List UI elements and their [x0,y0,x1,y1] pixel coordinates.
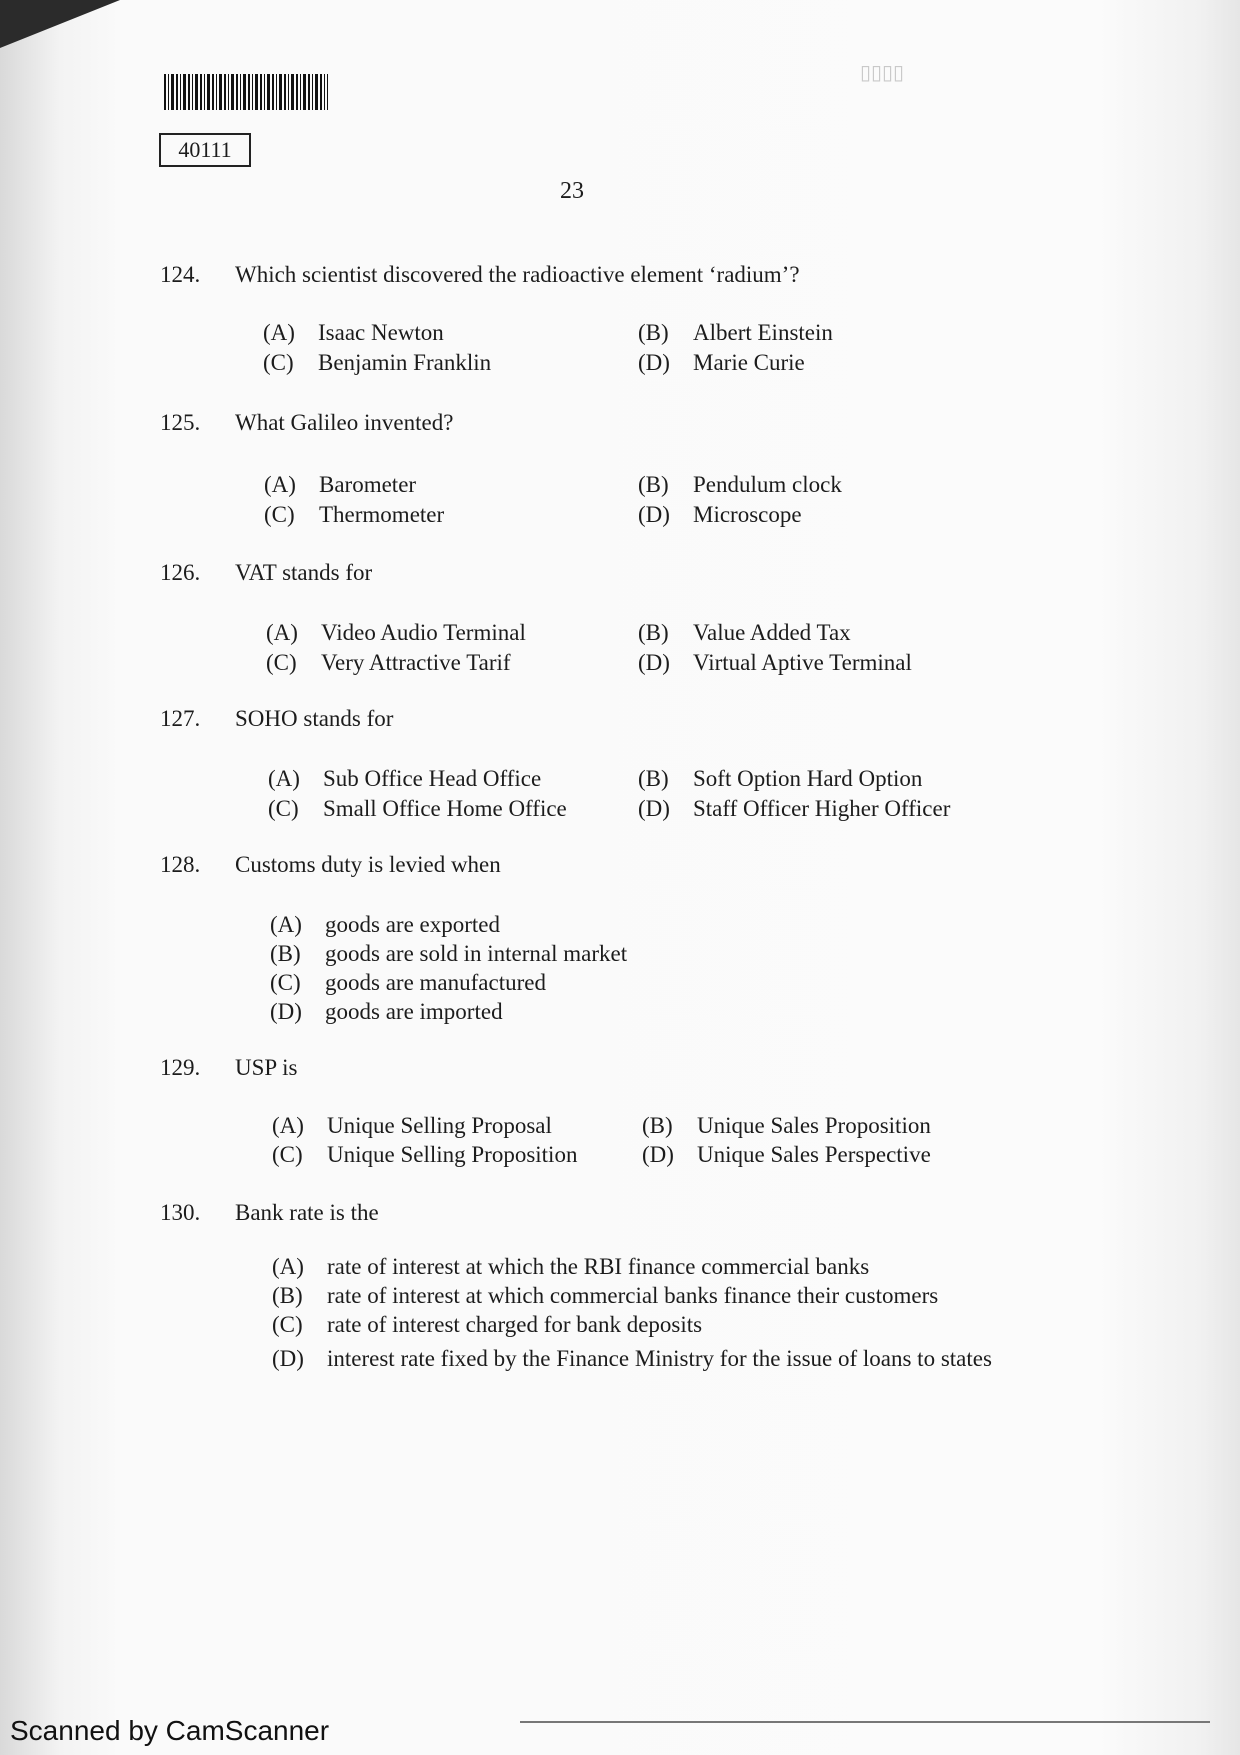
question-126 [160,560,1060,675]
option-a: (A) goods are exported [270,912,500,937]
option-a: (A) Unique Selling Proposal [272,1113,552,1138]
option-b: (B) Unique Sales Proposition [642,1113,931,1138]
option-a: (A) Video Audio Terminal [266,620,526,645]
option-b: (B) Soft Option Hard Option [638,766,923,791]
page-corner-fold [0,0,120,48]
option-c: (C) Thermometer [264,502,445,527]
bleed-through: ▯▯▯▯ [860,62,905,84]
option-b: (B) rate of interest at which commercial banks finance their customers [272,1283,939,1308]
option-d: (D) goods are imported [270,999,503,1024]
question-number: 128. [160,852,201,877]
option-d: (D) Marie Curie [638,350,805,375]
option-c: (C) Benjamin Franklin [263,350,492,375]
question-text: What Galileo invented? [235,410,454,435]
option-a: (A) Isaac Newton [263,320,444,345]
option-d: (D) interest rate fixed by the Finance Ministry for the issue of loans to states [272,1346,992,1371]
option-c: (C) goods are manufactured [270,970,546,995]
scan-edge-line [520,1721,1210,1723]
question-127 [160,706,1060,821]
question-125 [160,410,1060,527]
option-a: (A) Sub Office Head Office [268,766,542,791]
question-text: Bank rate is the [235,1200,379,1225]
option-c: (C) Small Office Home Office [268,796,567,821]
question-number: 130. [160,1200,201,1225]
option-d: (D) Unique Sales Perspective [642,1142,931,1167]
option-b: (B) Pendulum clock [638,472,842,497]
question-124 [160,262,1060,375]
option-a: (A) Barometer [264,472,417,497]
question-number: 124. [160,262,201,287]
option-d: (D) Staff Officer Higher Officer [638,796,951,821]
paper-code: 40111 [159,133,251,167]
question-text: Which scientist discovered the radioactive element ‘radium’? [235,262,800,287]
option-c: (C) Very Attractive Tarif [266,650,511,675]
option-a: (A) rate of interest at which the RBI finance commercial banks [272,1254,870,1279]
barcode-icon [164,74,328,110]
question-number: 125. [160,410,201,435]
scanner-watermark: Scanned by CamScanner [10,1715,330,1746]
option-d: (D) Microscope [638,502,802,527]
option-b: (B) goods are sold in internal market [270,941,628,966]
option-c: (C) rate of interest charged for bank deposits [272,1312,703,1337]
question-number: 127. [160,706,201,731]
question-number: 129. [160,1055,201,1080]
option-b: (B) Albert Einstein [638,320,833,345]
question-text: USP is [235,1055,298,1080]
option-c: (C) Unique Selling Proposition [272,1142,578,1167]
question-text: Customs duty is levied when [235,852,501,877]
question-text: SOHO stands for [235,706,394,731]
question-128 [160,852,1060,1024]
page-number: 23 [560,178,584,204]
question-130 [160,1200,1060,1371]
option-d: (D) Virtual Aptive Terminal [638,650,912,675]
option-b: (B) Value Added Tax [638,620,851,645]
question-129 [160,1055,1060,1167]
question-text: VAT stands for [235,560,373,585]
question-number: 126. [160,560,201,585]
